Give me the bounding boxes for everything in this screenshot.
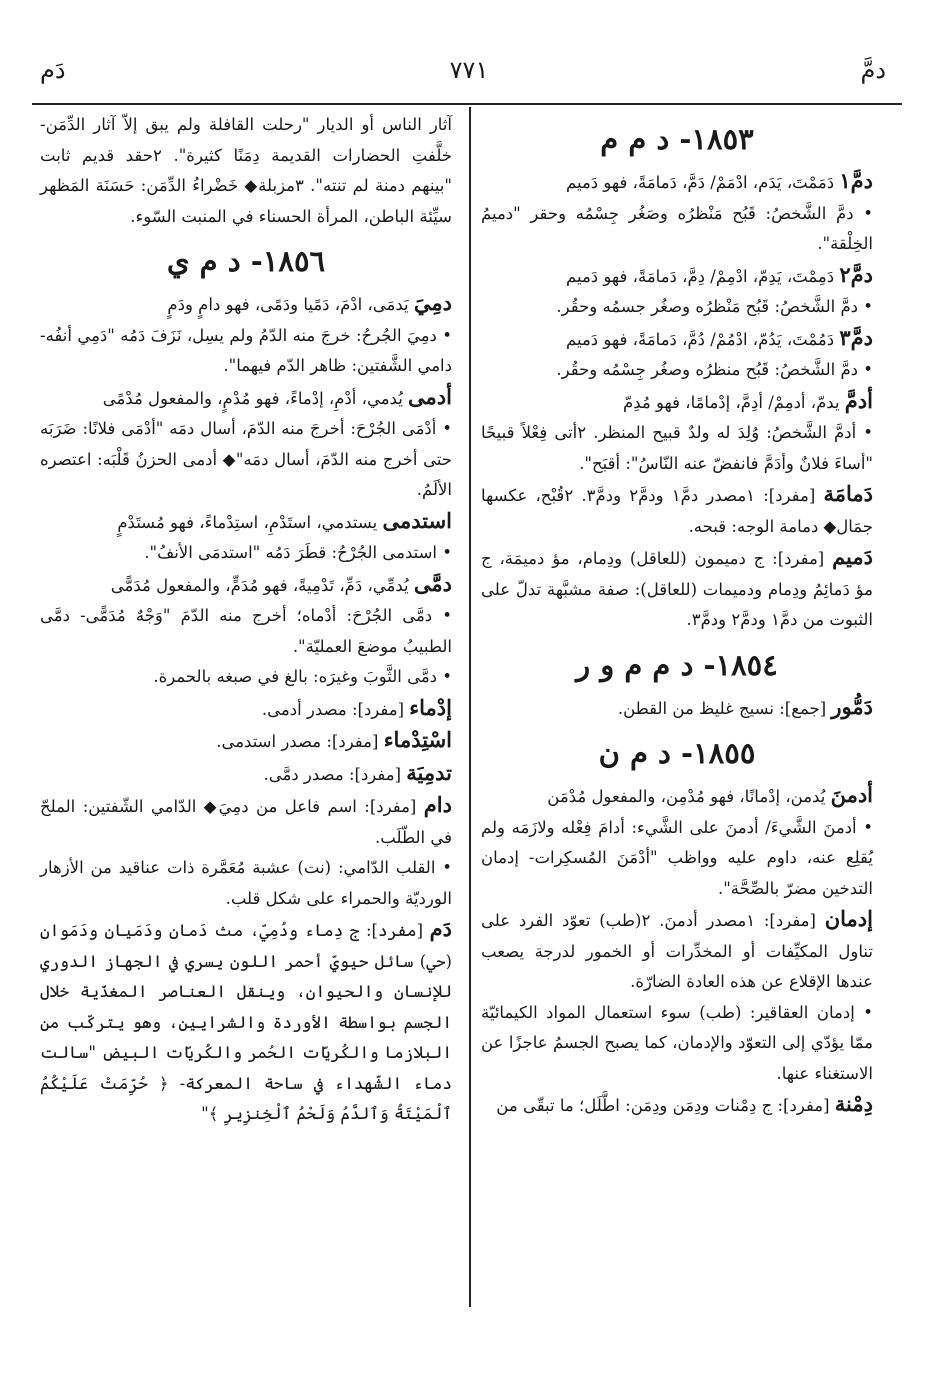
entry-continuation: آثار الناس أو الديار "رحلت القافلة ولم يبق إلاّ آثار الدِّمَن- خلَّفتِ الحضارات القديمة دِمَنًا كثيرة". ٢حقد قديم ثابت "بينهم دمنة لم تنته". ٣مزبلة◆ خَضْراءُ الدِّمَن: حَسَنَة المَظهر سيِّئة الباطن، المرأة الحسناء في المنبت السّوء. — [40, 115, 453, 226]
entry — [481, 260, 873, 293]
entry-forms: يُدمن، إدْمانًا، فهو مُدْمِن، والمفعول مُدْمَن — [547, 787, 826, 806]
entry-forms: دَمِمْتَ، يَدِمّ، ادْمِمْ/ دِمَّ، دَمامَةً، فهو دَميم — [566, 266, 835, 286]
right-column — [481, 110, 873, 1122]
section-heading: ١٨٥٦- د م ي — [166, 244, 326, 278]
column-divider — [469, 107, 471, 1307]
headword: دَمُّور — [831, 693, 873, 719]
header-left-word: دَم — [40, 56, 66, 84]
entry-text: [مفرد]: ج دِمْنات ودِمَن ودِمَن: اطَّلَل؛ ما تبقّى من — [496, 1096, 830, 1115]
headword: دمَّى — [413, 570, 452, 596]
entry-text: [مفرد]: ج دميمون (للعاقل) ودِمام، مؤ دميمَة، ج مؤ دَمائِمُ ودِمام ودميمات (للعاقل): صفة مشبَّهة تدلّ على الثبوت من دمَّ١ ودمَّ٢ ودمَّ٣. — [481, 549, 873, 629]
headword: دمَّ١ — [839, 168, 873, 193]
header-rule — [32, 103, 902, 105]
entry — [40, 506, 452, 539]
headword: دَميم — [832, 544, 873, 569]
entry-sense: • إدمان العقاقير: (طب) سوء استعمال المواد الكيمائيّة ممّا يؤدّي إلى التعوّد والإدمان، كما يصبح الجسمُ عاجزًا عن الاستغناء عنها. — [481, 998, 873, 1090]
entry — [40, 569, 452, 602]
headword: اسْتِدْماء — [383, 727, 452, 752]
headword: إدْماء — [409, 694, 452, 720]
entry — [40, 758, 452, 791]
headword: دام — [423, 792, 452, 817]
page-number: ٧٧١ — [449, 56, 489, 84]
section-heading: ١٨٥٣- د م م — [600, 122, 754, 156]
entry — [40, 288, 452, 321]
headword: أدمنَ — [830, 782, 873, 807]
entry — [481, 479, 873, 542]
headword: دِمْنة — [834, 1091, 873, 1116]
entry-sense: • استدمى الجُرْحُ: قطَرَ دَمُه "استدمَى الأنفُ". — [40, 538, 452, 569]
entry-forms: يُدمِّي، دَمِّ، تَدْمِيةً، فهو مُدَمٍّ، والمفعول مُدَمًّى — [110, 575, 409, 595]
entry-sense: • دمَّ الشَّخصُ: قَبُح مَنْظرُه وصغُر جسمُه وحقُر. — [481, 292, 873, 323]
section-heading: ١٨٥٤- د م م و ر — [576, 647, 778, 682]
entry-text: [مفرد]: اسم فاعل من دمِيَ◆ الدّامي الشّفتين: الملحّ في الطّلَب. — [40, 797, 452, 847]
entry-text: [جمع]: نسيج غليظ من القطن. — [617, 698, 827, 718]
headword: دَمامَة — [823, 481, 873, 506]
entry-forms: يَدمَى، ادْمَ، دَمًيا ودَمًى، فهو دامٍ ودَمٍ — [167, 295, 409, 314]
entry-forms: دَمُمْتَ، يَدُمّ، ادْمُمْ/ دُمَّ، دَمامَةً، فهو دَميم — [566, 329, 835, 349]
headword: أدمَّ — [844, 387, 873, 413]
entry — [481, 386, 873, 419]
entry-forms: يدمّ، أدمِمْ/ أدِمَّ، إدْمامًا، فهو مُدِمّ — [623, 392, 840, 412]
entry-forms: يُدمي، أدْمِ، إدْماءً، فهو مُدْمٍ، والمفعول مُدْمًى — [102, 388, 403, 408]
entry-sense: • دمِيَ الجُرحُ: خرجَ منه الدّمُ ولم يسِل، نَزَفَ دَمُه "دَمِي أنفُه- دامي الشَّفتين: ظاهر الدّم فيهما". — [40, 321, 452, 382]
headword: دمَّ٣ — [839, 324, 873, 350]
entry — [481, 1089, 873, 1122]
section-heading: ١٨٥٥- د م ن — [598, 736, 756, 770]
headword: استدمى — [382, 507, 452, 533]
entry — [40, 693, 452, 726]
header-right-word: دمَّ — [860, 56, 886, 84]
entry-text: [مفرد]: ج دِماء ودُمِيّ، مث دَمان ودَمَيان ودَمَوان (حي) سائل حيويّ أحمر اللون يسري في الجهاز الدوري للإنسان والحيوان، وينقل العناصر المغذّية خلال الجسم بواسطة الأوردة والشرايين، وهو يتركّب من البلازما والكُريّات الحُمر والكُريّات البيض "سالت دماء الشّهداء في ساحة المعركة- ﴿ حُرِّمَتْ عَلَيْكُمُ ٱلْمَيْتَةُ وَٱلدَّمُ وَلَحْمُ ٱلْخِنزِيرِ ﴾" — [40, 921, 452, 1123]
entry-forms: دَمَمْتَ، يَدَم، ادْمَمْ/ دَمَّ، دَمامَةً، فهو دَميم — [566, 173, 835, 192]
entry-sense: • دمَّ الشَّخصُ: قَبُح منظرُه وصغُر جِسْمُه وحقُر. — [481, 355, 873, 386]
entry-sense: • أدمنَ الشَّيءَ/ أدمنَ على الشَّيء: أدامَ فِعْله ولازَمَه ولم يُقلِع عنه، داوم عليه وواظب "أدْمَنَ المُسكِرات- إدمان التدخين مضرّ بالصِّحَّة". — [481, 813, 873, 905]
headword: دمِيَ — [413, 290, 452, 315]
entry — [40, 790, 452, 853]
headword: دَم — [429, 916, 452, 941]
entry — [481, 166, 873, 199]
entry — [481, 542, 873, 636]
entry-text: [مفرد]: ١مصدر دمَّ١ ودمَّ٢ ودمَّ٣. ٢قُبْح، عكسها جمَال◆ دمامة الوجه: قبحه. — [481, 486, 873, 536]
entry-text: [مفرد]: مصدر دمَّى. — [263, 764, 402, 784]
headword: تدمِيَة — [406, 759, 452, 785]
entry-sense: • دمَّ الشَّخصُ: قَبُح مَنْظرُه وصَغُر جِسْمُه وحقر "دميمُ الخِلْقة". — [481, 199, 873, 260]
entry — [40, 914, 452, 1130]
entry-sense: • دمَّى الجُرْحَ: أدْماه؛ أخرج منه الدّمَ "وَجْهٌ مُدَمًّى- دمَّى الطبيبُ موضعَ العمليّة". — [40, 601, 452, 662]
headword: إدمان — [824, 906, 873, 931]
left-column — [40, 110, 452, 1130]
entry-text: [مفرد]: مصدر أدمى. — [261, 699, 405, 719]
entry-sense: • دمَّى الثَّوبَ وغيرَه: بالغ في صبغه بالحمرة. — [40, 662, 452, 693]
entry-text: [مفرد]: مصدر استدمى. — [216, 732, 379, 751]
entry — [40, 382, 452, 415]
headword: أدمى — [408, 383, 452, 409]
entry — [481, 780, 873, 813]
entry — [481, 904, 873, 998]
entry-sense: • أدمَّ الشَّخصُ: وُلِدَ له ولدٌ قبيح المنظر. ٢أتى فِعْلاً قبيحًا "أساءَ فلانٌ وأدَمَّ فانفضّ عنه النّاسُ": أقبَح". — [481, 418, 873, 479]
entry-sense: • أدْمَى الجُرْحَ: أخرجَ منه الدّمَ، أسال دمَه "أدْمَى فلانًا: ضَرَبَه حتى أخرج منه الدّمَ، أسال دمَه"◆ أدمى الحزنُ قَلْبَه: اعتصره الألَمُ. — [40, 414, 452, 506]
entry — [481, 692, 873, 725]
headword: دمَّ٢ — [839, 261, 873, 287]
entry — [40, 725, 452, 758]
entry-sense: • القلب الدّامي: (نت) عشبة مُعَمَّرة ذات عناقيد من الأزهار الورديّة والحمراء على شكل قلب. — [40, 853, 452, 914]
entry — [481, 323, 873, 356]
entry-text: [مفرد]: ١مصدر أدمنَ. ٢(طب) تعوّد الفرد على تناول المكيِّفات أو المخدِّرات أو الخمور لدرجة يصعب عندها الإقلاع عن هذه العادة الضارّة. — [481, 911, 873, 991]
entry-forms: يستدمي، استَدْمِ، استِدْماءً، فهو مُستَدْمٍ — [117, 512, 378, 532]
